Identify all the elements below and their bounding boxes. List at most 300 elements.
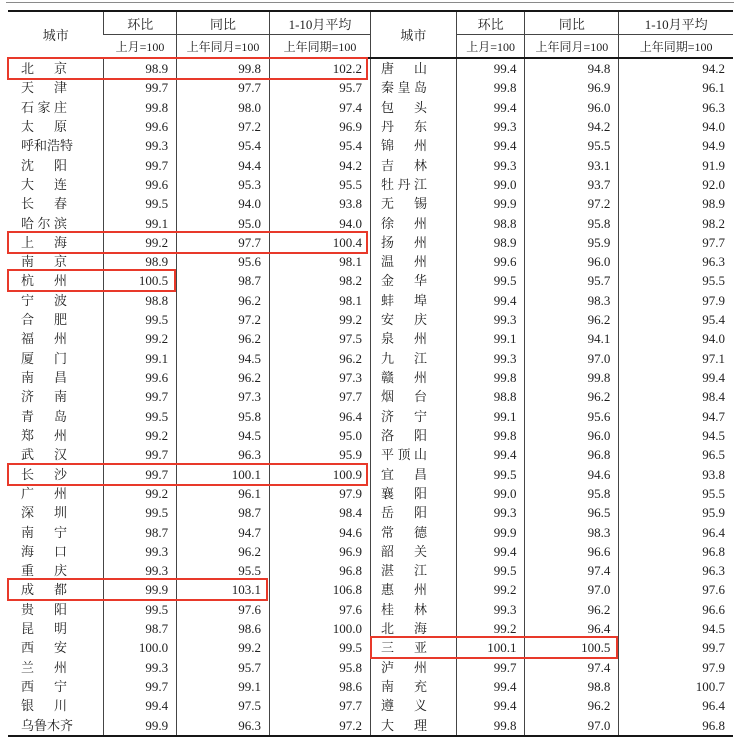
mom-value-cell: 99.3 — [456, 600, 525, 619]
city-cell — [8, 658, 104, 677]
mom-value-cell: 98.8 — [104, 291, 177, 310]
mom-value-cell: 99.5 — [104, 600, 177, 619]
yoy-value-cell: 97.7 — [177, 78, 270, 97]
avg-value-cell: 94.0 — [270, 214, 371, 233]
mom-value-cell: 99.2 — [456, 619, 525, 638]
column-header-mom-left: 环比 — [104, 11, 177, 35]
column-subheader-yoy-base-right: 上年同月=100 — [525, 35, 619, 59]
yoy-value-cell: 96.3 — [177, 716, 270, 736]
city-cell — [370, 696, 456, 715]
mom-value-cell: 99.4 — [456, 58, 525, 78]
city-name: 惠州 — [380, 582, 427, 598]
column-subheader-avg-base-left: 上年同期=100 — [270, 35, 371, 59]
yoy-value-cell: 95.3 — [177, 175, 270, 194]
mom-value-cell: 99.9 — [456, 523, 525, 542]
yoy-value-cell: 97.6 — [177, 600, 270, 619]
avg-value-cell: 95.5 — [619, 484, 733, 503]
city-cell — [8, 58, 104, 78]
yoy-value-cell: 96.5 — [525, 503, 619, 522]
yoy-value-cell: 97.2 — [177, 310, 270, 329]
city-name: 南京 — [21, 254, 67, 270]
yoy-value-cell: 96.2 — [177, 542, 270, 561]
table-row — [8, 561, 733, 580]
city-name: 秦皇岛 — [380, 80, 427, 96]
city-cell — [370, 58, 456, 78]
yoy-value-cell: 95.5 — [525, 136, 619, 155]
city-cell — [370, 214, 456, 233]
city-name: 包头 — [380, 99, 427, 115]
table-row — [8, 98, 733, 117]
city-cell — [8, 696, 104, 715]
city-name: 金华 — [380, 273, 427, 289]
mom-value-cell: 99.4 — [456, 291, 525, 310]
yoy-value-cell: 95.5 — [177, 561, 270, 580]
yoy-value-cell: 97.0 — [525, 716, 619, 736]
avg-value-cell: 94.9 — [619, 136, 733, 155]
city-cell — [370, 484, 456, 503]
city-name: 沈阳 — [21, 157, 67, 173]
city-cell — [370, 291, 456, 310]
city-name: 襄阳 — [380, 485, 427, 501]
city-name: 银川 — [21, 698, 67, 714]
city-cell — [8, 233, 104, 252]
yoy-value-cell: 98.8 — [525, 677, 619, 696]
city-name: 遵义 — [380, 698, 427, 714]
top-rule-divider — [6, 2, 734, 3]
city-name: 三亚 — [380, 640, 427, 656]
avg-value-cell: 97.7 — [270, 696, 371, 715]
mom-value-cell: 100.0 — [104, 638, 177, 657]
yoy-value-cell: 99.2 — [177, 638, 270, 657]
mom-value-cell: 99.7 — [104, 387, 177, 406]
city-cell — [8, 426, 104, 445]
city-cell — [370, 638, 456, 657]
mom-value-cell: 99.1 — [456, 407, 525, 426]
mom-value-cell: 99.8 — [456, 426, 525, 445]
yoy-value-cell: 96.0 — [525, 252, 619, 271]
city-cell — [370, 407, 456, 426]
city-cell — [370, 426, 456, 445]
city-cell — [8, 619, 104, 638]
table-row — [8, 387, 733, 406]
avg-value-cell: 94.0 — [619, 117, 733, 136]
city-name: 呼和浩特 — [21, 138, 74, 154]
yoy-value-cell: 100.5 — [525, 638, 619, 657]
avg-value-cell: 95.5 — [619, 271, 733, 290]
yoy-value-cell: 96.1 — [177, 484, 270, 503]
city-cell — [8, 194, 104, 213]
city-cell — [370, 233, 456, 252]
mom-value-cell: 99.5 — [104, 503, 177, 522]
table-row — [8, 619, 733, 638]
mom-value-cell: 99.0 — [456, 484, 525, 503]
avg-value-cell: 96.3 — [619, 252, 733, 271]
avg-value-cell: 96.5 — [619, 445, 733, 464]
yoy-value-cell: 99.8 — [177, 58, 270, 78]
city-name: 九江 — [380, 350, 427, 366]
city-name: 大连 — [21, 176, 67, 192]
yoy-value-cell: 97.2 — [525, 194, 619, 213]
yoy-value-cell: 99.1 — [177, 677, 270, 696]
city-cell — [8, 561, 104, 580]
yoy-value-cell: 94.8 — [525, 58, 619, 78]
city-name: 泸州 — [380, 659, 427, 675]
city-cell — [8, 349, 104, 368]
table-row — [8, 484, 733, 503]
mom-value-cell: 98.9 — [456, 233, 525, 252]
city-name: 烟台 — [380, 389, 427, 405]
table-row — [8, 117, 733, 136]
avg-value-cell: 99.4 — [619, 368, 733, 387]
city-name: 广州 — [21, 485, 67, 501]
city-cell — [8, 638, 104, 657]
table-row — [8, 156, 733, 175]
city-name: 桂林 — [380, 601, 427, 617]
yoy-value-cell: 93.1 — [525, 156, 619, 175]
city-name: 兰州 — [21, 659, 67, 675]
avg-value-cell: 97.9 — [619, 291, 733, 310]
mom-value-cell: 99.8 — [104, 98, 177, 117]
city-cell — [370, 600, 456, 619]
avg-value-cell: 97.6 — [619, 580, 733, 599]
city-name: 贵阳 — [21, 601, 67, 617]
table-row — [8, 214, 733, 233]
city-name: 常德 — [380, 524, 427, 540]
city-name: 福州 — [21, 331, 67, 347]
mom-value-cell: 99.1 — [104, 349, 177, 368]
city-cell — [370, 136, 456, 155]
avg-value-cell: 96.8 — [619, 716, 733, 736]
table-row — [8, 696, 733, 715]
mom-value-cell: 99.7 — [104, 445, 177, 464]
yoy-value-cell: 96.0 — [525, 98, 619, 117]
column-subheader-mom-base-left: 上月=100 — [104, 35, 177, 59]
avg-value-cell: 94.7 — [619, 407, 733, 426]
yoy-value-cell: 95.7 — [177, 658, 270, 677]
mom-value-cell: 98.9 — [104, 252, 177, 271]
column-header-mom-right: 环比 — [456, 11, 525, 35]
yoy-value-cell: 97.7 — [177, 233, 270, 252]
avg-value-cell: 95.7 — [270, 78, 371, 97]
city-price-index-table — [8, 10, 733, 737]
table-row — [8, 677, 733, 696]
table-row — [8, 523, 733, 542]
city-name: 北京 — [21, 61, 67, 76]
city-name: 济宁 — [380, 408, 427, 424]
yoy-value-cell: 98.6 — [177, 619, 270, 638]
mom-value-cell: 99.3 — [104, 136, 177, 155]
city-name: 海口 — [21, 543, 67, 559]
table-row — [8, 349, 733, 368]
avg-value-cell: 98.4 — [270, 503, 371, 522]
table-row — [8, 542, 733, 561]
yoy-value-cell: 96.2 — [177, 329, 270, 348]
city-name: 昆明 — [21, 621, 67, 637]
city-cell — [8, 677, 104, 696]
yoy-value-cell: 96.2 — [525, 600, 619, 619]
table-row — [8, 78, 733, 97]
avg-value-cell: 98.6 — [270, 677, 371, 696]
city-name: 大理 — [380, 717, 427, 733]
city-name: 成都 — [21, 582, 67, 598]
avg-value-cell: 100.9 — [270, 465, 371, 484]
city-name: 重庆 — [21, 563, 67, 579]
city-cell — [8, 329, 104, 348]
mom-value-cell: 99.2 — [104, 329, 177, 348]
city-name: 温州 — [380, 254, 427, 270]
city-cell — [8, 98, 104, 117]
table-row — [8, 368, 733, 387]
yoy-value-cell: 95.9 — [525, 233, 619, 252]
column-subheader-mom-base-right: 上月=100 — [456, 35, 525, 59]
mom-value-cell: 99.7 — [104, 78, 177, 97]
city-cell — [8, 271, 104, 290]
table-row — [8, 310, 733, 329]
mom-value-cell: 99.3 — [104, 658, 177, 677]
mom-value-cell: 99.4 — [456, 98, 525, 117]
city-cell — [370, 677, 456, 696]
mom-value-cell: 99.9 — [104, 580, 177, 599]
column-subheader-avg-base-right: 上年同期=100 — [619, 35, 733, 59]
city-cell — [370, 78, 456, 97]
yoy-value-cell: 94.7 — [177, 523, 270, 542]
avg-value-cell: 93.8 — [619, 465, 733, 484]
avg-value-cell: 100.0 — [270, 619, 371, 638]
mom-value-cell: 99.3 — [104, 561, 177, 580]
table-row — [8, 716, 733, 736]
avg-value-cell: 96.4 — [270, 407, 371, 426]
yoy-value-cell: 103.1 — [177, 580, 270, 599]
yoy-value-cell: 98.0 — [177, 98, 270, 117]
city-cell — [370, 310, 456, 329]
avg-value-cell: 96.3 — [619, 561, 733, 580]
mom-value-cell: 99.1 — [456, 329, 525, 348]
mom-value-cell: 99.4 — [456, 136, 525, 155]
city-cell — [370, 619, 456, 638]
avg-value-cell: 100.7 — [619, 677, 733, 696]
city-name: 南充 — [380, 679, 427, 694]
city-name: 青岛 — [21, 408, 67, 424]
yoy-value-cell: 95.8 — [177, 407, 270, 426]
avg-value-cell: 98.2 — [619, 214, 733, 233]
avg-value-cell: 96.1 — [619, 78, 733, 97]
avg-value-cell: 99.2 — [270, 310, 371, 329]
city-name: 上海 — [21, 234, 67, 250]
mom-value-cell: 99.3 — [104, 542, 177, 561]
city-name: 合肥 — [21, 312, 67, 328]
mom-value-cell: 98.7 — [104, 619, 177, 638]
table-row — [8, 175, 733, 194]
column-header-yoy-right: 同比 — [525, 11, 619, 35]
avg-value-cell: 93.8 — [270, 194, 371, 213]
avg-value-cell: 97.7 — [270, 387, 371, 406]
city-cell — [8, 156, 104, 175]
yoy-value-cell: 94.5 — [177, 349, 270, 368]
city-cell — [370, 329, 456, 348]
avg-value-cell: 98.1 — [270, 252, 371, 271]
city-cell — [370, 503, 456, 522]
city-name: 郑州 — [21, 427, 67, 443]
city-cell — [8, 368, 104, 387]
avg-value-cell: 91.9 — [619, 156, 733, 175]
yoy-value-cell: 97.0 — [525, 349, 619, 368]
avg-value-cell: 96.8 — [619, 542, 733, 561]
mom-value-cell: 99.3 — [456, 156, 525, 175]
city-name: 扬州 — [380, 234, 427, 250]
yoy-value-cell: 97.3 — [177, 387, 270, 406]
city-cell — [370, 445, 456, 464]
avg-value-cell: 96.4 — [619, 696, 733, 715]
yoy-value-cell: 96.2 — [525, 387, 619, 406]
yoy-value-cell: 95.8 — [525, 484, 619, 503]
mom-value-cell: 98.8 — [456, 387, 525, 406]
table-row — [8, 271, 733, 290]
city-name: 丹东 — [380, 118, 427, 134]
city-cell — [370, 716, 456, 736]
column-header-avg-left: 1-10月平均 — [270, 11, 371, 35]
mom-value-cell: 99.2 — [104, 484, 177, 503]
mom-value-cell: 99.5 — [456, 271, 525, 290]
city-cell — [8, 542, 104, 561]
city-name: 太原 — [21, 118, 67, 134]
avg-value-cell: 94.2 — [270, 156, 371, 175]
avg-value-cell: 95.0 — [270, 426, 371, 445]
avg-value-cell: 98.4 — [619, 387, 733, 406]
avg-value-cell: 98.9 — [619, 194, 733, 213]
mom-value-cell: 99.3 — [456, 503, 525, 522]
city-cell — [370, 271, 456, 290]
mom-value-cell: 99.0 — [456, 175, 525, 194]
city-name: 西安 — [21, 640, 67, 656]
yoy-value-cell: 97.0 — [525, 580, 619, 599]
avg-value-cell: 97.1 — [619, 349, 733, 368]
avg-value-cell: 94.5 — [619, 426, 733, 445]
yoy-value-cell: 98.7 — [177, 271, 270, 290]
table-row — [8, 465, 733, 484]
avg-value-cell: 95.9 — [270, 445, 371, 464]
city-name: 岳阳 — [380, 505, 427, 521]
avg-value-cell: 102.2 — [270, 58, 371, 78]
mom-value-cell: 98.8 — [456, 214, 525, 233]
city-cell — [8, 291, 104, 310]
mom-value-cell: 99.7 — [104, 156, 177, 175]
yoy-value-cell: 95.8 — [525, 214, 619, 233]
avg-value-cell: 97.9 — [619, 658, 733, 677]
city-cell — [8, 407, 104, 426]
avg-value-cell: 94.2 — [619, 58, 733, 78]
city-cell — [370, 175, 456, 194]
city-cell — [370, 523, 456, 542]
yoy-value-cell: 100.1 — [177, 465, 270, 484]
column-header-city-left: 城市 — [8, 11, 104, 58]
mom-value-cell: 99.4 — [456, 542, 525, 561]
avg-value-cell: 96.9 — [270, 542, 371, 561]
city-cell — [8, 78, 104, 97]
mom-value-cell: 99.4 — [456, 677, 525, 696]
city-cell — [8, 214, 104, 233]
avg-value-cell: 94.0 — [619, 329, 733, 348]
avg-value-cell: 92.0 — [619, 175, 733, 194]
table-row — [8, 136, 733, 155]
avg-value-cell: 97.3 — [270, 368, 371, 387]
mom-value-cell: 99.5 — [104, 310, 177, 329]
yoy-value-cell: 94.2 — [525, 117, 619, 136]
avg-value-cell: 94.5 — [619, 619, 733, 638]
city-cell — [8, 465, 104, 484]
city-cell — [370, 387, 456, 406]
table-row — [8, 233, 733, 252]
city-cell — [370, 542, 456, 561]
avg-value-cell: 97.7 — [619, 233, 733, 252]
table-row — [8, 252, 733, 271]
mom-value-cell: 99.7 — [104, 465, 177, 484]
mom-value-cell: 99.5 — [104, 407, 177, 426]
mom-value-cell: 99.1 — [104, 214, 177, 233]
city-name: 乌鲁木齐 — [21, 717, 74, 733]
city-cell — [370, 561, 456, 580]
city-name: 西宁 — [21, 679, 67, 694]
yoy-value-cell: 96.2 — [525, 696, 619, 715]
city-name: 长春 — [21, 196, 67, 212]
avg-value-cell: 96.4 — [619, 523, 733, 542]
table-row — [8, 407, 733, 426]
city-cell — [370, 252, 456, 271]
avg-value-cell: 95.5 — [270, 175, 371, 194]
city-name: 徐州 — [380, 215, 427, 231]
city-cell — [8, 600, 104, 619]
city-name: 宜昌 — [380, 466, 427, 482]
avg-value-cell: 95.4 — [270, 136, 371, 155]
mom-value-cell: 99.8 — [456, 368, 525, 387]
avg-value-cell: 96.8 — [270, 561, 371, 580]
mom-value-cell: 99.5 — [456, 465, 525, 484]
city-name: 哈尔滨 — [21, 215, 67, 231]
city-name: 南昌 — [21, 370, 67, 385]
mom-value-cell: 99.3 — [456, 310, 525, 329]
city-cell — [370, 465, 456, 484]
yoy-value-cell: 96.6 — [525, 542, 619, 561]
yoy-value-cell: 96.2 — [177, 368, 270, 387]
avg-value-cell: 96.3 — [619, 98, 733, 117]
city-name: 泉州 — [380, 331, 427, 347]
city-name: 赣州 — [380, 370, 427, 385]
mom-value-cell: 99.5 — [104, 194, 177, 213]
yoy-value-cell: 97.5 — [177, 696, 270, 715]
city-name: 韶关 — [380, 543, 427, 559]
mom-value-cell: 99.5 — [456, 561, 525, 580]
avg-value-cell: 95.4 — [619, 310, 733, 329]
city-cell — [370, 98, 456, 117]
city-name: 蚌埠 — [380, 292, 427, 308]
avg-value-cell: 96.6 — [619, 600, 733, 619]
yoy-value-cell: 93.7 — [525, 175, 619, 194]
city-name: 石家庄 — [21, 99, 67, 115]
mom-value-cell: 99.9 — [104, 716, 177, 736]
avg-value-cell: 106.8 — [270, 580, 371, 599]
avg-value-cell: 95.8 — [270, 658, 371, 677]
avg-value-cell: 97.2 — [270, 716, 371, 736]
table-row — [8, 503, 733, 522]
mom-value-cell: 99.6 — [104, 175, 177, 194]
mom-value-cell: 99.3 — [456, 117, 525, 136]
yoy-value-cell: 98.3 — [525, 523, 619, 542]
city-name: 吉林 — [380, 157, 427, 173]
city-name: 牡丹江 — [380, 176, 427, 192]
yoy-value-cell: 96.3 — [177, 445, 270, 464]
city-name: 洛阳 — [380, 427, 427, 443]
city-cell — [8, 175, 104, 194]
table-row — [8, 638, 733, 657]
